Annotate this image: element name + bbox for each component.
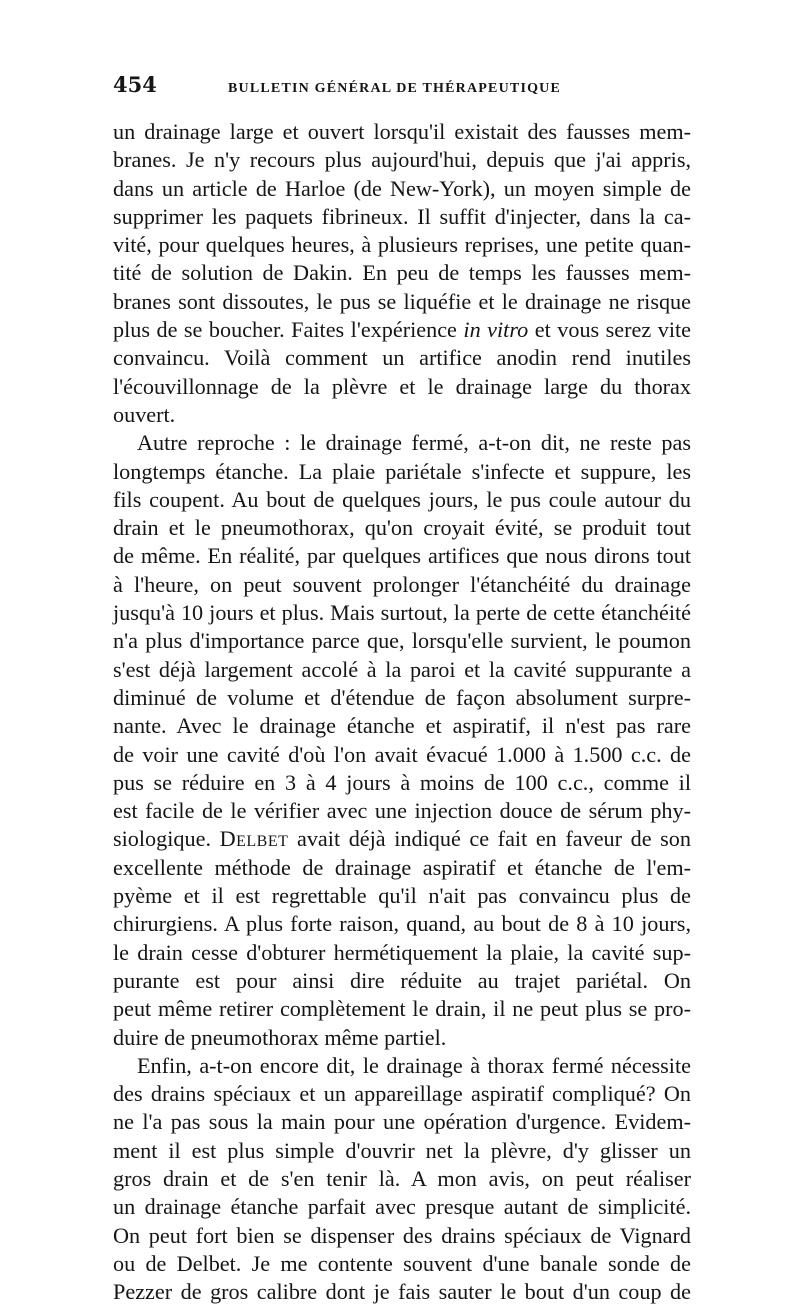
journal-title: BULLETIN GÉNÉRAL DE THÉRAPEUTIQUE	[228, 81, 562, 96]
text-segment: avait déjà indiqué ce fait en faveur de son	[296, 826, 691, 852]
text-line: convaincu. Voilà comment un artifice anodin rend inutiles	[113, 345, 691, 371]
text-line: ouvert.	[113, 401, 176, 427]
text-line: supprimer les paquets fibrineux. Il suffit d'injecter, dans la ca-	[113, 203, 691, 229]
text-segment: siologique.	[113, 826, 211, 852]
text-line: duire de pneumothorax même partiel.	[113, 1024, 447, 1050]
text-line: de voir une cavité d'où l'on avait évacué 1.000 à 1.500 c.c. de	[113, 741, 691, 767]
text-line: gros drain et de s'en tenir là. A mon avis, on peut réaliser	[113, 1165, 691, 1191]
italic-term: in vitro	[463, 317, 529, 343]
text-line: ment il est plus simple d'ouvrir net la plèvre, d'y glisser un	[113, 1137, 691, 1163]
running-head	[113, 72, 691, 106]
text-line: peut même retirer complètement le drain, il ne peut plus se pro-	[113, 996, 691, 1022]
author-name: Delbet	[219, 826, 289, 852]
text-line	[113, 825, 691, 853]
text-segment: Autre reproche : le drainage fermé, a-t-on dit, ne reste pas	[137, 430, 691, 456]
text-line: un drainage large et ouvert lorsqu'il existait des fausses mem-	[113, 119, 691, 144]
text-line: excellente méthode de drainage aspiratif et étanche de l'em-	[113, 854, 691, 880]
paragraph-3	[113, 1052, 691, 1306]
text-line: dans un article de Harloe (de New-York), un moyen simple de	[113, 175, 691, 201]
text-line: le drain cesse d'obturer hermétiquement la plaie, la cavité sup-	[113, 939, 691, 965]
paragraph-1	[113, 118, 691, 429]
text-line: Pezzer de gros calibre dont je fais sauter le bout d'un coup de	[113, 1279, 691, 1305]
text-segment: Enfin, a-t-on encore dit, le drainage à thorax fermé nécessite	[137, 1052, 691, 1078]
text-line: l'écouvillonnage de la plèvre et le drainage large du thorax	[113, 373, 691, 399]
text-line: jusqu'à 10 jours et plus. Mais surtout, la perte de cette étanchéité	[113, 600, 691, 626]
paragraph-2	[113, 429, 691, 1052]
text-line: n'a plus d'importance parce que, lorsqu'elle survient, le poumon	[113, 628, 691, 654]
text-line: pyème et il est regrettable qu'il n'ait pas convaincu plus de	[113, 883, 691, 909]
text-line: pus se réduire en 3 à 4 jours à moins de 100 c.c., comme il	[113, 769, 691, 795]
text-line: à l'heure, on peut souvent prolonger l'étanchéité du drainage	[113, 571, 691, 597]
text-line	[113, 1052, 691, 1080]
text-line: nante. Avec le drainage étanche et aspiratif, il n'est pas rare	[113, 713, 691, 739]
text-line: ne l'a pas sous la main pour une opération d'urgence. Evidem-	[113, 1109, 691, 1135]
text-segment: plus de se boucher. Faites l'expérience	[113, 317, 457, 343]
text-line: tité de solution de Dakin. En peu de temps les fausses mem-	[113, 260, 691, 286]
text-line: On peut fort bien se dispenser des drains spéciaux de Vignard	[113, 1222, 691, 1248]
text-line: ou de Delbet. Je me contente souvent d'une banale sonde de	[113, 1250, 691, 1276]
text-line: longtemps étanche. La plaie pariétale s'infecte et suppure, les	[113, 458, 691, 484]
text-line: fils coupent. Au bout de quelques jours, le pus coule autour du	[113, 486, 691, 512]
text-line: est facile de le vérifier avec une injection douce de sérum phy-	[113, 798, 691, 824]
text-line	[113, 429, 691, 457]
text-line	[113, 316, 691, 344]
text-line: purante est pour ainsi dire réduite au trajet pariétal. On	[113, 967, 691, 993]
text-line: un drainage étanche parfait avec presque autant de simplicité.	[113, 1194, 691, 1220]
text-line: vité, pour quelques heures, à plusieurs reprises, une petite quan-	[113, 232, 691, 258]
book-page	[113, 72, 691, 1306]
text-line: diminué de volume et d'étendue de façon absolument surpre-	[113, 684, 691, 710]
text-line: des drains spéciaux et un appareillage aspiratif compliqué? On	[113, 1081, 691, 1107]
text-line: drain et le pneumothorax, qu'on croyait évité, se produit tout	[113, 515, 691, 541]
text-segment: et vous serez vite	[534, 317, 692, 343]
page-number: 454	[113, 72, 157, 97]
text-line: chirurgiens. A plus forte raison, quand, au bout de 8 à 10 jours,	[113, 911, 691, 937]
text-line: branes sont dissoutes, le pus se liquéfie et le drainage ne risque	[113, 288, 691, 314]
text-line: de même. En réalité, par quelques artifices que nous dirons tout	[113, 543, 691, 569]
text-line: branes. Je n'y recours plus aujourd'hui, depuis que j'ai appris,	[113, 147, 691, 173]
text-line: s'est déjà largement accolé à la paroi et la cavité suppurante a	[113, 656, 691, 682]
